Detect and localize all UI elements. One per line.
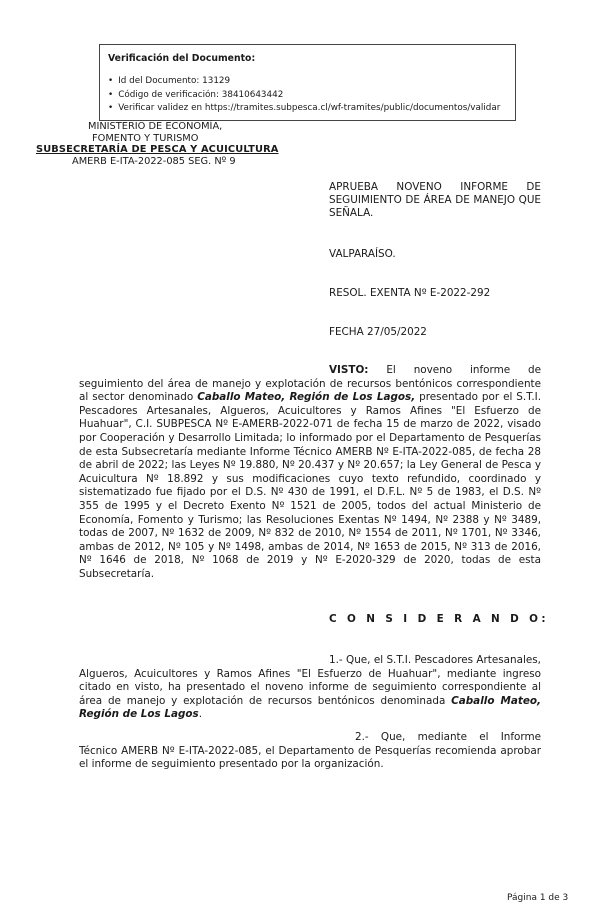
validation-link[interactable]: • Verificar validez en https://tramites.subpesca.cl/wf-tramites/public/documentos/validar bbox=[108, 102, 500, 116]
resolution-number: RESOL. EXENTA Nº E-2022-292 bbox=[329, 287, 491, 299]
visto-sector: Caballo Mateo, Región de Los Lagos, bbox=[197, 391, 416, 404]
page-number: Página 1 de 3 bbox=[507, 893, 569, 903]
visto-paragraph bbox=[79, 364, 541, 582]
reference-number: AMERB E-ITA-2022-085 SEG. Nº 9 bbox=[72, 156, 236, 167]
visto-label: VISTO: bbox=[329, 364, 369, 376]
ministry-line-2: FOMENTO Y TURISMO bbox=[92, 133, 199, 144]
visto-text-a: El noveno informe de seguimiento del área de manejo y explotación de recursos bentónicos correspondiente al sector denominado bbox=[79, 364, 541, 404]
considerando-heading: C O N S I D E R A N D O: bbox=[329, 613, 549, 625]
paragraph-1-sector: Caballo Mateo, Región de Los Lagos bbox=[79, 694, 541, 721]
paragraph-1-text: Que, el S.T.I. Pescadores Artesanales, Algueros, Acuicultores y Ramos Afines "El Esfuerzo de Huahuar", mediante ingreso citado en visto, ha presentado el noveno informe de seguimiento correspondiente al área de manejo y explotación de recursos bentónicos denominada bbox=[79, 654, 541, 707]
ministry-line-1: MINISTERIO DE ECONOMÍA, bbox=[88, 121, 223, 132]
document-id: • Id del Documento: 13129 bbox=[108, 75, 500, 89]
paragraph-2-text: Que, mediante el Informe Técnico AMERB Nº E-ITA-2022-085, el Departamento de Pesquerías recomienda aprobar el informe de seguimiento presentado por la organización. bbox=[79, 731, 541, 771]
subsecretaria-title: SUBSECRETARÍA DE PESCA Y ACUICULTURA bbox=[36, 144, 279, 155]
resolution-subject: APRUEBA NOVENO INFORME DE SEGUIMIENTO DE ÁREA DE MANEJO QUE SEÑALA. bbox=[329, 181, 541, 219]
paragraph-1-end: . bbox=[198, 708, 203, 721]
verification-box bbox=[99, 44, 516, 121]
paragraph-1-number: 1.- bbox=[329, 654, 343, 666]
paragraph-2-number: 2.- bbox=[355, 731, 369, 743]
visto-text-b: presentado por el S.T.I. Pescadores Artesanales, Algueros, Acuicultores y Ramos Afines "El Esfuerzo de Huahuar", C.I. SUBPESCA Nº E-AMERB-2022-071 de fecha 15 de marzo de 2022, visado por Cooperación y Desarrollo Limitada; lo informado por el Departamento de Pesquerías de esta Subsecretaría mediante Informe Técnico AMERB Nº E-ITA-2022-085, de fecha 28 de abril de 2022; las Leyes Nº 19.880, Nº 20.437 y Nº 20.657; la Ley General de Pesca y Acuicultura Nº 18.892 y sus modificaciones cuyo texto refundido, coordinado y sistematizado fue fijado por el D.S. Nº 430 de 1991, el D.F.L. Nº 5 de 1983, el D.S. Nº 355 de 1995 y el Decreto Exento Nº 1521 de 2005, todos del actual Ministerio de Economía, Fomento y Turismo; las Resoluciones Exentas Nº 1494, Nº 2388 y Nº 3489, todas de 2007, Nº 1632 de 2009, Nº 832 de 2010, Nº 1554 de 2011, Nº 1701, Nº 3346, ambas de 2012, Nº 105 y Nº 1498, ambas de 2014, Nº 1653 de 2015, Nº 313 de 2016, Nº 1646 de 2018, Nº 1068 de 2019 y Nº E-2020-329 de 2020, todas de esta Subsecretaría. bbox=[79, 391, 541, 580]
verification-list bbox=[108, 75, 500, 116]
city: VALPARAÍSO. bbox=[329, 248, 396, 260]
verification-title: Verificación del Documento: bbox=[108, 53, 256, 64]
considerando-paragraph-2 bbox=[79, 731, 541, 772]
resolution-date: FECHA 27/05/2022 bbox=[329, 326, 427, 338]
considerando-paragraph-1 bbox=[79, 654, 541, 722]
verification-code: • Código de verificación: 38410643442 bbox=[108, 89, 500, 103]
